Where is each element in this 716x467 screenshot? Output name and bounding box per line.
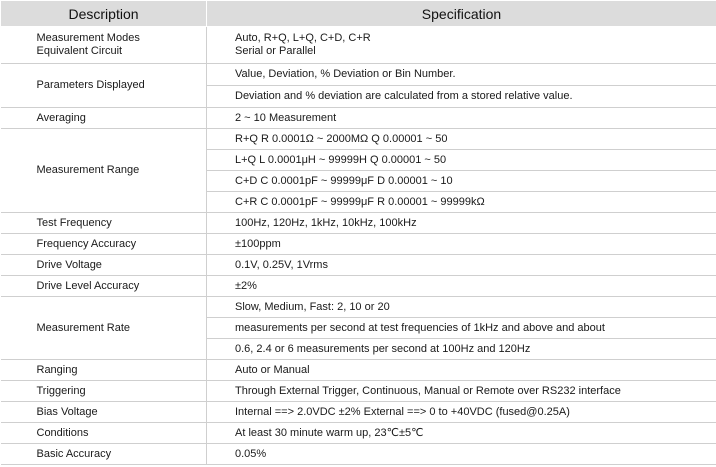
row-drive-voltage xyxy=(1,255,716,276)
measurement-modes-value-line2: Serial or Parallel xyxy=(235,45,316,57)
ranging-value: Auto or Manual xyxy=(207,360,716,381)
row-triggering xyxy=(1,381,716,402)
row-measurement-rate xyxy=(1,297,716,318)
measurement-rate-value-3: 0.6, 2.4 or 6 measurements per second at 100Hz and 120Hz xyxy=(207,339,716,360)
measurement-rate-label: Measurement Rate xyxy=(1,297,207,360)
drive-voltage-label: Drive Voltage xyxy=(1,255,207,276)
measurement-range-value-2: L+Q L 0.0001μH ~ 99999H Q 0.00001 ~ 50 xyxy=(207,150,716,171)
row-averaging xyxy=(1,108,716,129)
measurement-modes-label-line2: Equivalent Circuit xyxy=(36,45,123,57)
measurement-rate-value-1: Slow, Medium, Fast: 2, 10 or 20 xyxy=(207,297,716,318)
basic-accuracy-value: 0.05% xyxy=(207,444,716,465)
basic-accuracy-label: Basic Accuracy xyxy=(1,444,207,465)
ranging-label: Ranging xyxy=(1,360,207,381)
parameters-displayed-label: Parameters Displayed xyxy=(1,64,207,108)
drive-level-accuracy-value: ±2% xyxy=(207,276,716,297)
averaging-label: Averaging xyxy=(1,108,207,129)
bias-voltage-label: Bias Voltage xyxy=(1,402,207,423)
frequency-accuracy-value: ±100ppm xyxy=(207,234,716,255)
row-measurement-range xyxy=(1,129,716,150)
triggering-value: Through External Trigger, Continuous, Manual or Remote over RS232 interface xyxy=(207,381,716,402)
row-frequency-accuracy xyxy=(1,234,716,255)
measurement-rate-value-2: measurements per second at test frequencies of 1kHz and above and about xyxy=(207,318,716,339)
row-parameters-displayed xyxy=(1,64,716,86)
header-row xyxy=(1,1,716,27)
measurement-range-value-3: C+D C 0.0001pF ~ 99999μF D 0.00001 ~ 10 xyxy=(207,171,716,192)
drive-level-accuracy-label: Drive Level Accuracy xyxy=(1,276,207,297)
measurement-modes-label xyxy=(1,27,207,64)
bias-voltage-value: Internal ==> 2.0VDC ±2% External ==> 0 to +40VDC (fused@0.25A) xyxy=(207,402,716,423)
test-frequency-label: Test Frequency xyxy=(1,213,207,234)
conditions-label: Conditions xyxy=(1,423,207,444)
row-conditions xyxy=(1,423,716,444)
triggering-label: Triggering xyxy=(1,381,207,402)
measurement-range-value-4: C+R C 0.0001pF ~ 99999μF R 0.00001 ~ 99999kΩ xyxy=(207,192,716,213)
row-basic-accuracy xyxy=(1,444,716,465)
row-drive-level-accuracy xyxy=(1,276,716,297)
measurement-range-value-1: R+Q R 0.0001Ω ~ 2000MΩ Q 0.00001 ~ 50 xyxy=(207,129,716,150)
measurement-modes-label-line1: Measurement Modes xyxy=(36,32,140,44)
drive-voltage-value: 0.1V, 0.25V, 1Vrms xyxy=(207,255,716,276)
parameters-displayed-value-2: Deviation and % deviation are calculated from a stored relative value. xyxy=(207,86,716,108)
test-frequency-value: 100Hz, 120Hz, 1kHz, 10kHz, 100kHz xyxy=(207,213,716,234)
frequency-accuracy-label: Frequency Accuracy xyxy=(1,234,207,255)
averaging-value: 2 ~ 10 Measurement xyxy=(207,108,716,129)
row-measurement-modes xyxy=(1,27,716,64)
measurement-modes-value xyxy=(207,27,716,64)
conditions-value: At least 30 minute warm up, 23℃±5℃ xyxy=(207,423,716,444)
parameters-displayed-value-1: Value, Deviation, % Deviation or Bin Number. xyxy=(207,64,716,86)
row-test-frequency xyxy=(1,213,716,234)
row-bias-voltage xyxy=(1,402,716,423)
header-description: Description xyxy=(1,1,207,27)
row-ranging xyxy=(1,360,716,381)
measurement-range-label: Measurement Range xyxy=(1,129,207,213)
measurement-modes-value-line1: Auto, R+Q, L+Q, C+D, C+R xyxy=(235,32,371,44)
header-specification: Specification xyxy=(207,1,716,27)
